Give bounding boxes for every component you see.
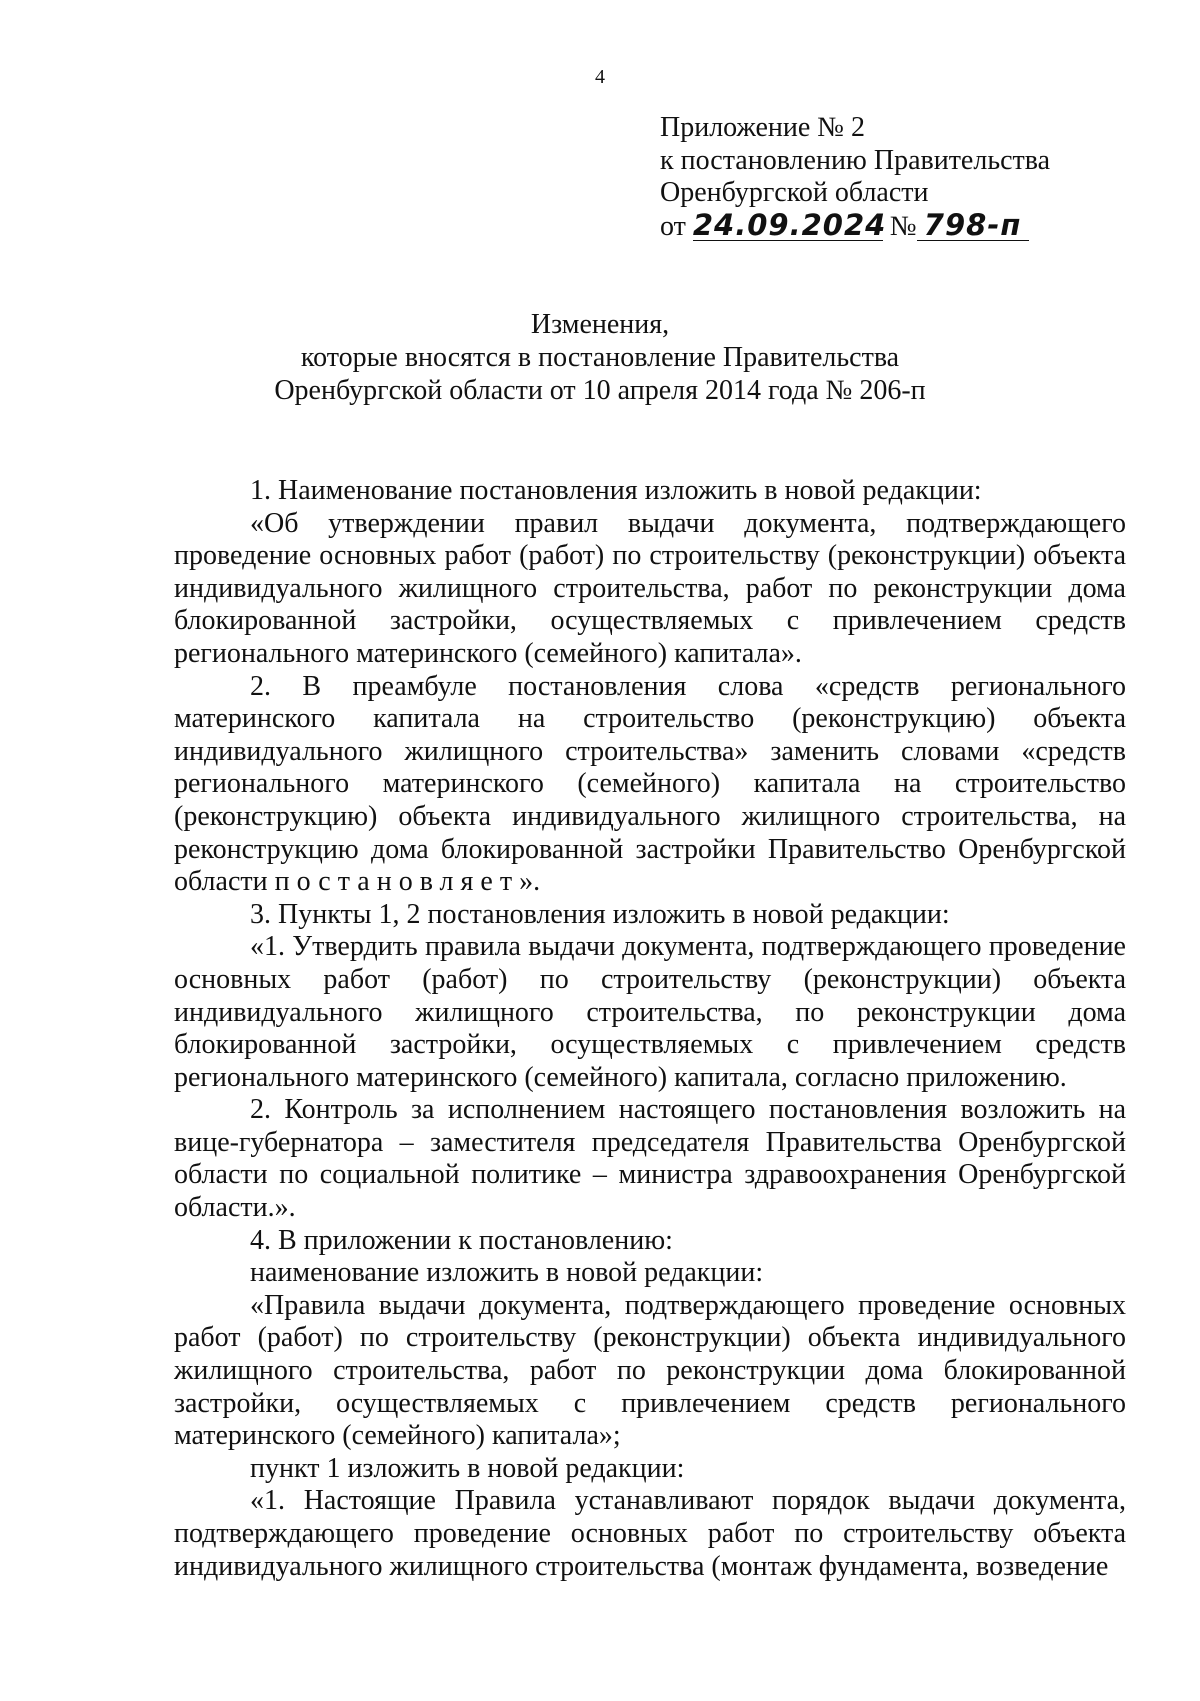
- paragraph-3: [174, 671, 1126, 899]
- paragraph-3-spaced-word: постановляет: [274, 866, 520, 898]
- attachment-region: Оренбургской области: [660, 177, 929, 208]
- paragraph-5: «1. Утвердить правила выдачи документа, подтверждающего проведение основных работ (работ) по строительству (реконструкции) объекта индивидуального жилищного строительства, по реконструкции дома блокированной застройки, осуществляемых с привлечением средств регионального материнского (семейного) капитала, согласно приложению.: [174, 931, 1126, 1093]
- paragraph-10: пункт 1 изложить в новой редакции:: [250, 1452, 685, 1484]
- number-sign: №: [889, 210, 917, 242]
- paragraph-4: 3. Пункты 1, 2 постановления изложить в новой редакции:: [250, 898, 950, 930]
- handwritten-date: 24.09.2024: [692, 207, 887, 242]
- paragraph-3-text: 2. В преамбуле постановления слова «средств регионального материнского капитала на строительство (реконструкцию) объекта индивидуального жилищного строительства» заменить словами «средств регионального материнского (семейного) капитала на строительство (реконструкцию) объекта индивидуального жилищного строительства, на реконструкцию дома блокированной застройки Правительство Оренбургской области: [174, 670, 1126, 898]
- paragraph-1: 1. Наименование постановления изложить в новой редакции:: [250, 475, 982, 506]
- paragraph-2: «Об утверждении правил выдачи документа, подтверждающего проведение основных работ (работ) по строительству (реконструкции) объекта индивидуального жилищного строительства, работ по реконструкции дома блокированной застройки, осуществляемых с привлечением средств регионального материнского (семейного) капитала».: [174, 507, 1126, 669]
- page-number: 4: [595, 66, 605, 88]
- handwritten-number: 798-п: [917, 210, 1029, 241]
- title-line-3: Оренбургской области от 10 апреля 2014 года № 206-п: [274, 375, 926, 406]
- attachment-date-number: [660, 207, 1029, 244]
- paragraph-6: 2. Контроль за исполнением настоящего постановления возложить на вице-губернатора – заместителя председателя Правительства Оренбургской области по социальной политике – министра здравоохранения Оренбургской области.».: [174, 1094, 1126, 1224]
- document-body: [174, 475, 1126, 1583]
- paragraph-11: «1. Настоящие Правила устанавливают порядок выдачи документа, подтверждающего проведение основных работ по строительству объекта индивидуального жилищного строительства (монтаж фундамента, возведение: [174, 1485, 1126, 1582]
- title-line-1: Изменения,: [530, 309, 670, 340]
- attachment-title: Приложение № 2: [660, 112, 865, 143]
- paragraph-8: наименование изложить в новой редакции:: [250, 1257, 764, 1289]
- title-line-2: которые вносятся в постановление Правительства: [300, 342, 900, 373]
- paragraph-3-end: ».: [519, 866, 541, 898]
- attachment-reference: к постановлению Правительства: [660, 144, 1051, 176]
- date-prefix: от: [660, 210, 686, 242]
- document-title: [0, 308, 1200, 407]
- paragraph-7: 4. В приложении к постановлению:: [250, 1224, 673, 1256]
- paragraph-9: «Правила выдачи документа, подтверждающего проведение основных работ (работ) по строительству (реконструкции) объекта индивидуального жилищного строительства, работ по реконструкции дома блокированной застройки, осуществляемых с привлечением средств регионального материнского (семейного) капитала»;: [174, 1289, 1126, 1452]
- attachment-header: [660, 112, 1050, 243]
